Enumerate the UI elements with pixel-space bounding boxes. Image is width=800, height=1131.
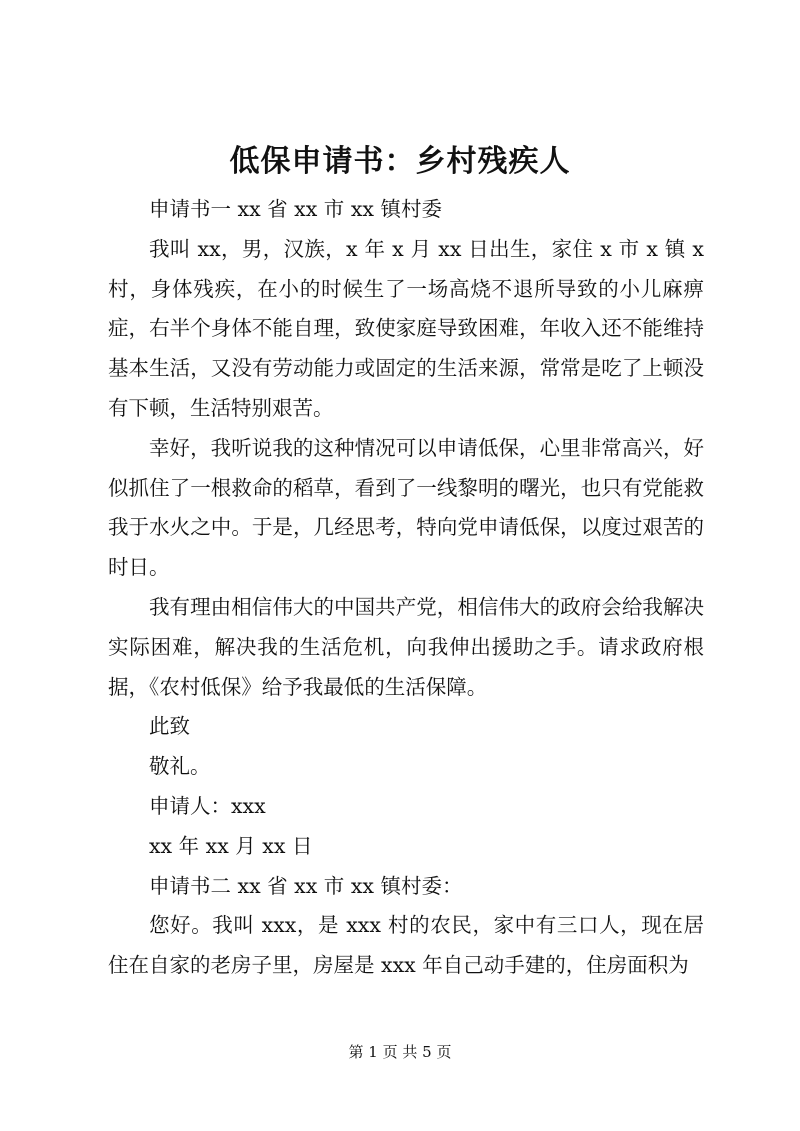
page-footer: 第 1 页 共 5 页	[348, 1043, 452, 1061]
closing-regards: 敬礼。	[149, 754, 211, 779]
paragraph-second-letter: 您好。我叫 xxx，是 xxx 村的农民，家中有三口人，现在居住在自家的老房子里，房屋是 xxx 年自己动手建的，住房面积为	[108, 913, 704, 978]
document-body	[108, 190, 704, 986]
letter-header-1: 申请书一 xx 省 xx 市 xx 镇村委	[149, 197, 442, 221]
document-title: 低保申请书：乡村残疾人	[229, 144, 571, 179]
letter-date: xx 年 xx 月 xx 日	[149, 833, 313, 858]
paragraph-application-reason: 幸好，我听说我的这种情况可以申请低保，心里非常高兴，好似抓住了一根救命的稻草，看到了一线黎明的曙光，也只有党能救我于水火之中。于是，几经思考，特向党申请低保，以度过艰苦的时日。	[108, 435, 704, 580]
closing-salutation: 此致	[149, 714, 190, 739]
paragraph-self-intro: 我叫 xx，男，汉族，x 年 x 月 xx 日出生，家住 x 市 x 镇 x 村，身体残疾，在小的时候生了一场高烧不退所导致的小儿麻痹症，右半个身体不能自理，致使家庭导致困难，年收入还不能维持基本生活，又没有劳动能力或固定的生活来源，常常是吃了上顿没有下顿，生活特别艰苦。	[108, 236, 704, 420]
paragraph-request: 我有理由相信伟大的中国共产党，相信伟大的政府会给我解决实际困难，解决我的生活危机，向我伸出援助之手。请求政府根据，《农村低保》给予我最低的生活保障。	[108, 594, 704, 699]
applicant-signature: 申请人：xxx	[149, 793, 266, 818]
letter-header-2: 申请书二 xx 省 xx 市 xx 镇村委：	[149, 873, 463, 898]
